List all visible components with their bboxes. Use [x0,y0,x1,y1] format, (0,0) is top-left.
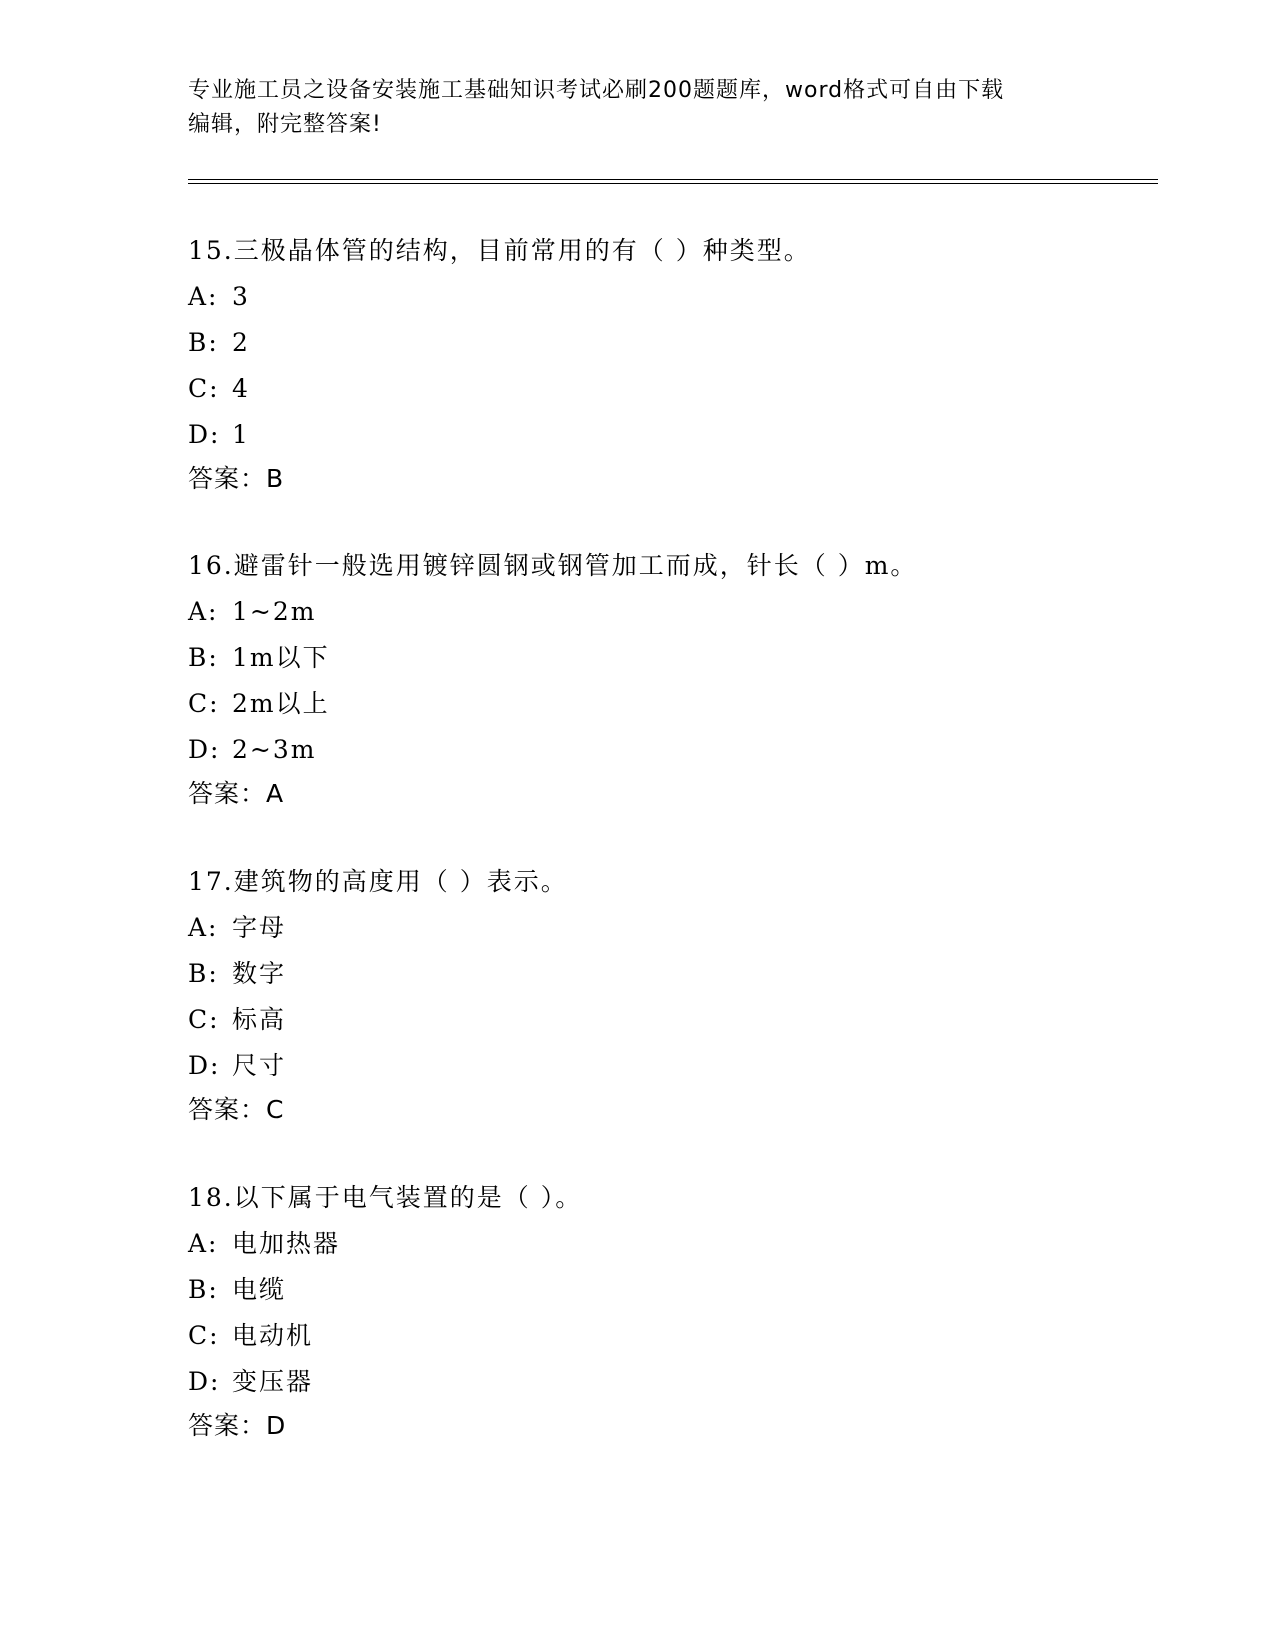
option-letter: C: [188,374,220,403]
question-text: 建筑物的高度用（ ）表示。 [233,867,568,896]
option-letter: A: [188,913,219,942]
option-letter: A: [188,597,219,626]
option-c [188,1005,1148,1035]
question-18 [188,1183,1148,1441]
option-letter: B: [188,1275,219,1304]
option-letter: D: [188,420,221,449]
option-letter: C: [188,1321,220,1350]
question-text: 避雷针一般选用镀锌圆钢或钢管加工而成，针长（ ）m。 [233,551,918,580]
question-15 [188,236,1148,494]
option-letter: B: [188,643,219,672]
option-text: 1~2m [232,597,317,626]
question-number: 18. [188,1183,234,1212]
option-text: 2~3m [232,735,317,764]
option-text: 2m以上 [232,689,330,718]
option-letter: B: [188,328,219,357]
option-d [188,1051,1148,1081]
answer-line: 答案：B [188,464,285,493]
option-text: 电加热器 [232,1229,341,1258]
option-letter: D: [188,1051,221,1080]
question-16 [188,551,1148,809]
answer-line: 答案：D [188,1411,287,1440]
option-letter: A: [188,1229,219,1258]
question-stem [188,1183,1148,1213]
option-a [188,597,1148,627]
question-stem [188,551,1148,581]
option-d [188,420,1148,450]
option-text: 3 [232,282,250,311]
option-text: 2 [232,328,250,357]
option-b [188,328,1148,358]
option-letter: D: [188,735,221,764]
option-text: 4 [232,374,250,403]
question-number: 16. [188,551,234,580]
option-a [188,1229,1148,1259]
header-title-line-2: 编辑，附完整答案! [188,112,382,137]
question-text: 以下属于电气装置的是（ ）。 [233,1183,583,1212]
option-letter: D: [188,1367,221,1396]
question-number: 17. [188,867,234,896]
option-c [188,1321,1148,1351]
option-text: 尺寸 [232,1051,287,1080]
option-d [188,735,1148,765]
option-b [188,1275,1148,1305]
document-header [188,74,1088,142]
option-d [188,1367,1148,1397]
option-text: 1m以下 [232,643,330,672]
option-text: 1 [232,420,250,449]
option-b [188,959,1148,989]
option-letter: B: [188,959,219,988]
option-a [188,913,1148,943]
question-number: 15. [188,236,234,265]
option-b [188,643,1148,673]
answer-line: 答案：C [188,1095,285,1124]
question-17 [188,867,1148,1125]
option-c [188,374,1148,404]
option-text: 电缆 [232,1275,287,1304]
option-c [188,689,1148,719]
option-letter: C: [188,689,220,718]
option-a [188,282,1148,312]
question-text: 三极晶体管的结构，目前常用的有（ ）种类型。 [233,236,811,265]
question-stem [188,236,1148,266]
option-letter: A: [188,282,219,311]
option-text: 标高 [232,1005,287,1034]
option-text: 变压器 [232,1367,314,1396]
header-title-line-1: 专业施工员之设备安装施工基础知识考试必刷200题题库，word格式可自由下载 [188,78,1005,103]
header-divider [188,179,1158,184]
question-stem [188,867,1148,897]
option-text: 字母 [232,913,287,942]
option-letter: C: [188,1005,220,1034]
option-text: 数字 [232,959,287,988]
answer-line: 答案：A [188,779,285,808]
option-text: 电动机 [232,1321,314,1350]
